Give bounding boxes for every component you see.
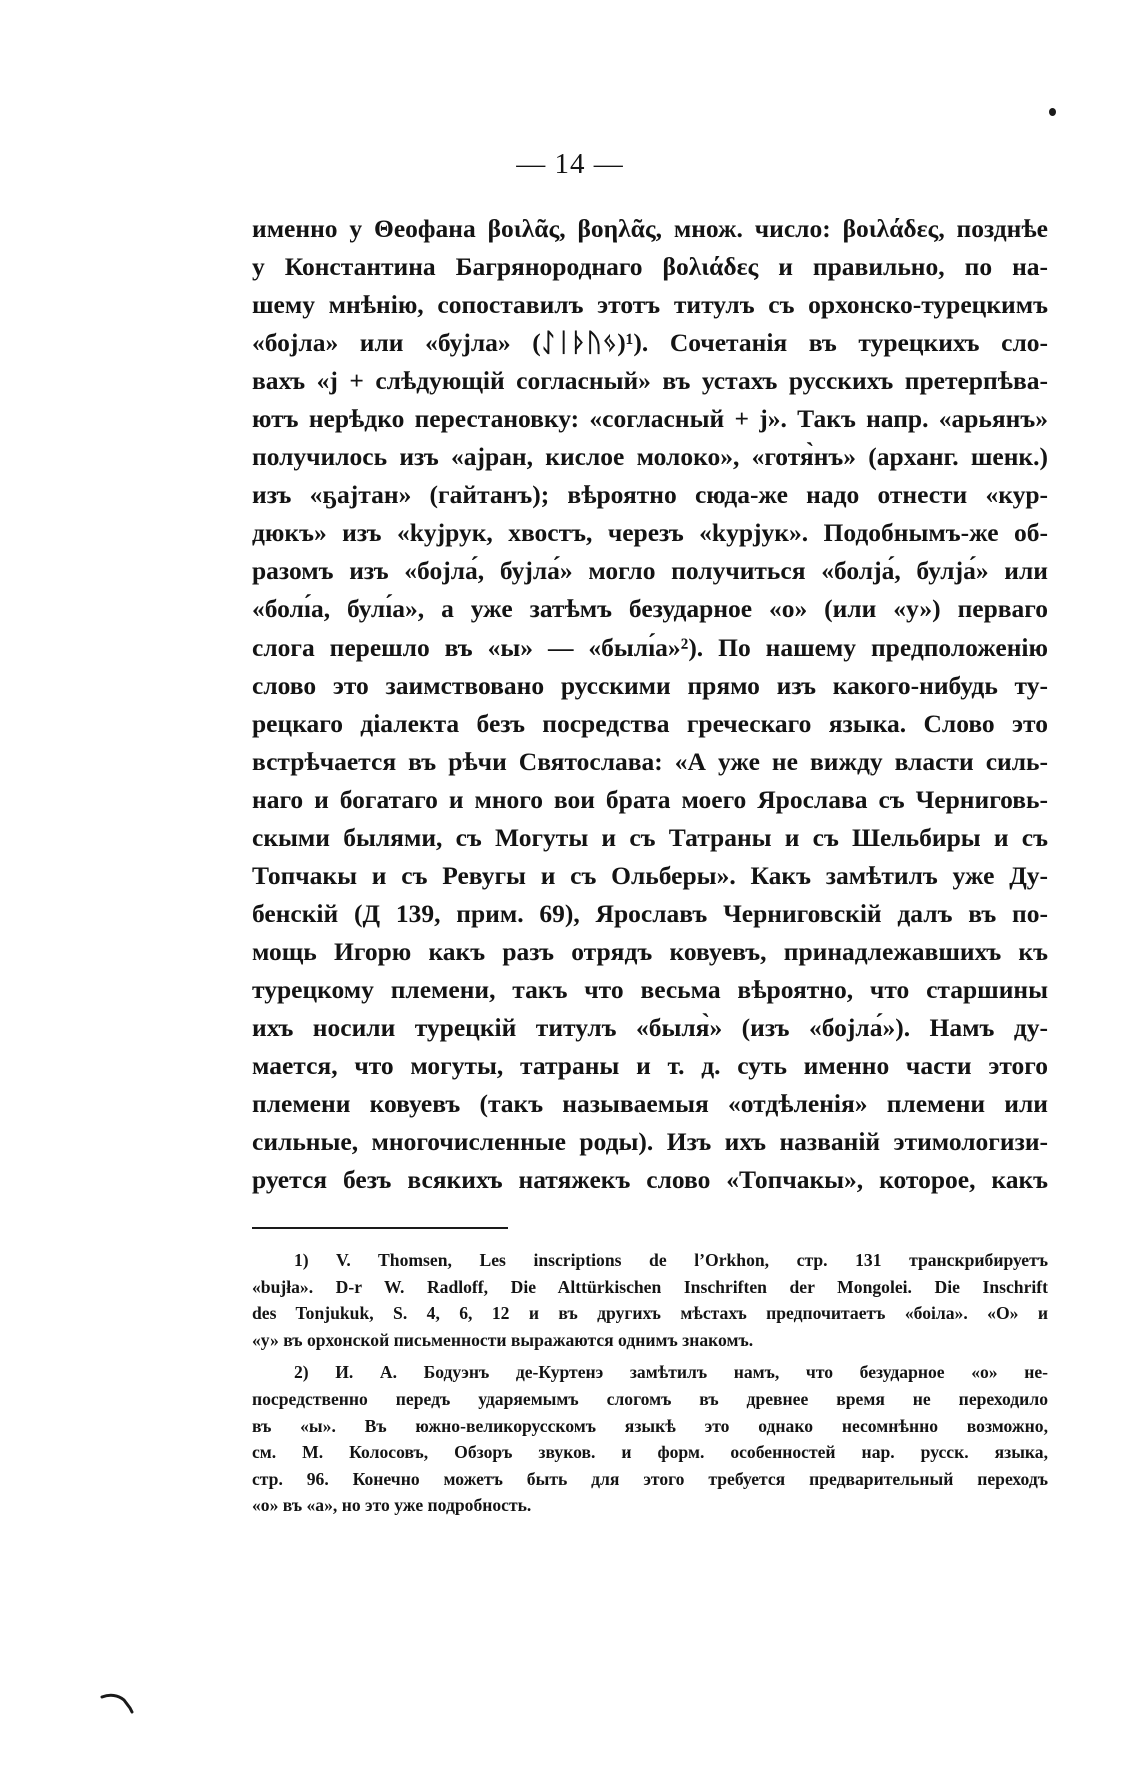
footnote-line: 2) И. А. Бодуэнъ де-Куртенэ замѣтилъ намъ, что безударное «о» не- xyxy=(294,1362,1048,1383)
body-line: именно у Θеофана βοιλᾶς, βοηλᾶς, множ. число: βοιλάδες, позднѣе xyxy=(252,214,1048,243)
footnote-line: посредственно передъ ударяемымъ слогомъ въ древнее время не переходило xyxy=(252,1388,1048,1409)
body-line: у Константина Багрянороднаго βολιάδες и правильно, по на- xyxy=(252,252,1048,282)
body-line: мается, что могуты, татраны и т. д. суть именно части этого xyxy=(252,1051,1048,1081)
body-line: наго и богатаго и много вои брата моего Ярослава съ Черниговь- xyxy=(252,784,1048,814)
body-line: скыми былями, съ Могуты и съ Татраны и съ Шельбиры и съ xyxy=(252,822,1048,852)
body-line: «бојла» или «бујла» (ᛇᛁᚦᚢᛃ)¹). Сочетанія въ турецкихъ сло- xyxy=(252,328,1048,358)
footnote-rule xyxy=(252,1227,508,1229)
body-line: рецкаго діалекта безъ посредства греческаго языка. Слово это xyxy=(252,708,1048,738)
body-line: племени ковуевъ (такъ называемыя «отдѣленія» племени или xyxy=(252,1089,1048,1119)
page-number: — 14 — xyxy=(516,148,624,180)
footnotes xyxy=(252,1247,1048,1519)
body-line: бенскій (Д 139, прим. 69), Ярославъ Черниговскій далъ въ по- xyxy=(252,898,1048,928)
body-line: получилось изъ «ајран, кислое молоко», «готя̀нъ» (арханг. шенк.) xyxy=(252,442,1048,472)
footnote-line: въ «ы». Въ южно-великорусскомъ языкѣ это однако несомнѣнно возможно, xyxy=(252,1415,1048,1436)
ink-speck xyxy=(1049,108,1056,116)
body-text xyxy=(252,210,1048,1199)
body-line: руется безъ всякихъ натяжекъ слово «Топчакы», которое, какъ xyxy=(252,1165,1048,1195)
footnote-line: см. М. Колосовъ, Обзоръ звуков. и форм. особенностей нар. русск. языка, xyxy=(252,1442,1048,1463)
body-line: «болı́а, булı́а», а уже затѣмъ безударное «о» (или «у») перваго xyxy=(252,594,1048,624)
footnote-line: des Tonjukuk, S. 4, 6, 12 и въ другихъ мѣстахъ предпочитаетъ «боіла». «О» и xyxy=(252,1303,1048,1324)
body-line: слога перешло въ «ы» — «былı́а»²). По нашему предположенію xyxy=(252,632,1048,662)
body-line: вахъ «ј + слѣдующій согласный» въ устахъ русскихъ претерпѣва- xyxy=(252,366,1048,396)
body-line: ютъ нерѣдко перестановку: «согласный + ј». Такъ напр. «арьянъ» xyxy=(252,404,1048,434)
body-line: слово это заимствовано русскими прямо изъ какого-нибудь ту- xyxy=(252,670,1048,700)
body-line: мощь Игорю какъ разъ отрядъ ковуевъ, принадлежавшихъ къ xyxy=(252,936,1048,966)
body-line: турецкому племени, такъ что весьма вѣроятно, что старшины xyxy=(252,974,1048,1004)
footnote-1 xyxy=(252,1247,1048,1353)
footnote-line: 1) V. Thomsen, Les inscriptions de l’Orkhon, стр. 131 транскрибируетъ xyxy=(294,1250,1048,1270)
body-line: разомъ изъ «бојла́, бујла́» могло получиться «болја́, булја́» или xyxy=(252,556,1048,586)
body-line: сильные, многочисленные роды). Изъ ихъ названій этимологизи- xyxy=(252,1127,1048,1157)
body-line: дюкъ» изъ «kујрук, хвостъ, черезъ «kурјук». Подобнымъ-же об- xyxy=(252,518,1048,548)
footnote-line: «bujła». D-r W. Radloff, Die Alttürkischen Inschriften der Mongolei. Die Inschrift xyxy=(252,1276,1048,1297)
footnote-line: стр. 96. Конечно можетъ быть для этого требуется предварительный переходъ xyxy=(252,1468,1048,1489)
body-line: встрѣчается въ рѣчи Святослава: «А уже не вижду власти силь- xyxy=(252,746,1048,776)
corner-ink-mark xyxy=(100,1692,140,1714)
body-line: шему мнѣнію, сопоставилъ этотъ титулъ съ орхонско-турецкимъ xyxy=(252,290,1048,320)
footnote-2 xyxy=(252,1359,1048,1519)
footnote-line: «о» въ «а», но это уже подробность. xyxy=(252,1495,532,1516)
body-line: изъ «ҕајтан» (гайтанъ); вѣроятно сюда-же надо отнести «кур- xyxy=(252,480,1048,510)
body-line: ихъ носили турецкій титулъ «быля̀» (изъ «бојла́»). Намъ ду- xyxy=(252,1012,1048,1042)
body-line: Топчакы и съ Ревугы и съ Ольберы». Какъ замѣтилъ уже Ду- xyxy=(252,860,1048,890)
footnote-line: «у» въ орхонской письменности выражаются однимъ знакомъ. xyxy=(252,1329,754,1350)
